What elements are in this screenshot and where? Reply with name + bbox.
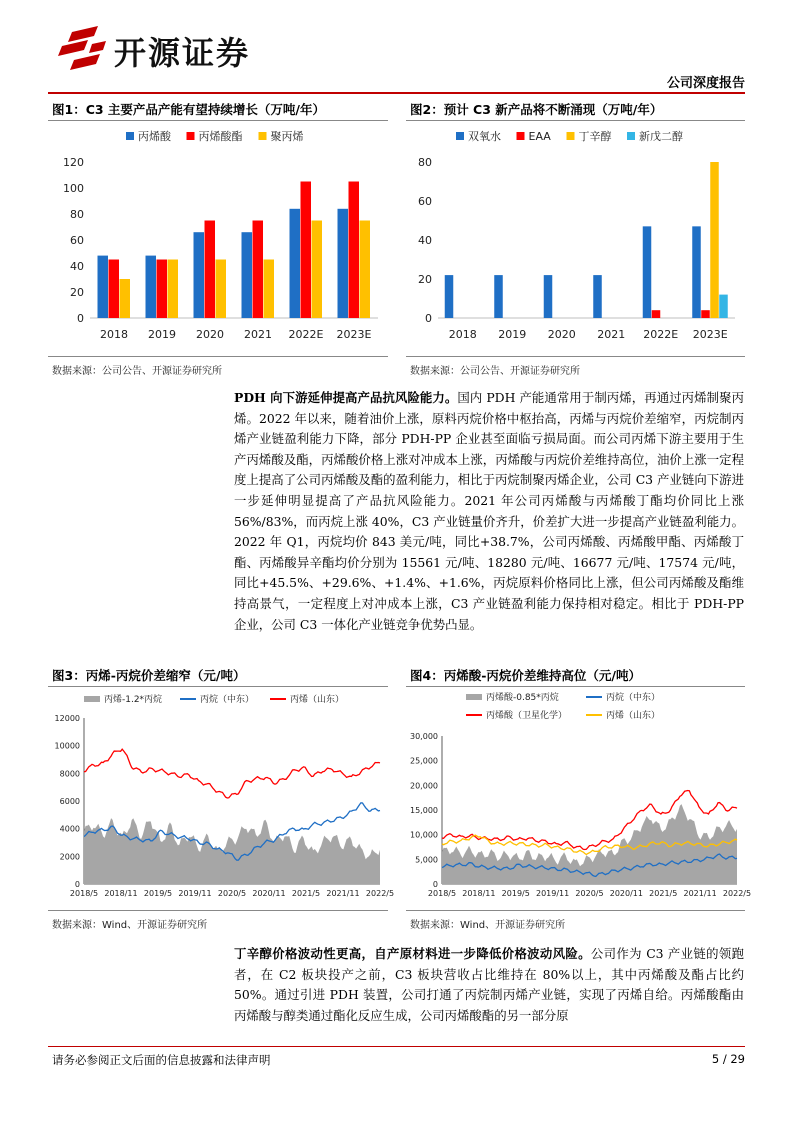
brand-logo: [58, 24, 298, 72]
legend-label: EAA: [528, 130, 551, 143]
legend-swatch: [84, 696, 100, 702]
y-tick-label: 0: [77, 312, 84, 325]
legend-label: 丁辛醇: [578, 130, 612, 143]
legend-label: 丙烷（中东）: [200, 695, 255, 705]
bar: [692, 226, 701, 318]
fig2-source: 数据来源：公司公告、开源证券研究所: [410, 366, 580, 377]
x-tick-label: 2018/5: [427, 889, 457, 898]
fig1-rule: [48, 120, 388, 121]
bar: [242, 232, 253, 318]
y-tick-label: 4000: [59, 824, 80, 834]
x-tick-label: 2022E: [643, 328, 679, 341]
bar: [301, 182, 312, 319]
bar: [544, 275, 553, 318]
bar: [652, 310, 661, 318]
paragraph-lead: PDH 向下游延伸提高产品抗风险能力。: [234, 390, 458, 405]
x-tick-label: 2022E: [288, 328, 324, 341]
bar: [312, 221, 323, 319]
x-tick-label: 2021/5: [291, 889, 321, 898]
fig3-rule: [48, 686, 388, 687]
fig3-bottom-rule: [48, 910, 388, 911]
y-tick-label: 0: [432, 880, 438, 889]
y-tick-label: 8000: [59, 769, 80, 779]
fig2-rule: [406, 120, 745, 121]
x-tick-label: 2023E: [692, 328, 728, 341]
bar: [360, 221, 371, 319]
fig3-chart: [48, 688, 395, 908]
bar: [710, 162, 719, 318]
fig1-title: 图1：C3 主要产品产能有望持续增长（万吨/年）: [52, 102, 325, 117]
fig1-chart: [48, 124, 388, 354]
bar: [494, 275, 503, 318]
y-tick-label: 12000: [54, 714, 80, 723]
y-tick-label: 80: [70, 208, 84, 221]
paragraph-body: 公司作为 C3 产业链的领跑者，在 C2 板块投产之前，C3 板块营收占比维持在 80%以上，其中丙烯酸及酯占比约 50%。通过引进 PDH 装置，公司打通了丙烷制丙烯产业链，实现了丙烯自给。丙烯酸酯由丙烯酸与醇类通过酯化反应生成，公司丙烯酸酯的另一部分原: [234, 946, 744, 1023]
paragraph-c3-risk: [234, 388, 744, 635]
legend-swatch: [567, 132, 575, 140]
x-tick-label: 2019: [498, 328, 527, 341]
bar: [98, 256, 109, 318]
bar: [719, 295, 728, 318]
paragraph-lead: 丁辛醇价格波动性更高，自产原材料进一步降低价格波动风险。: [234, 946, 591, 961]
legend-label: 丙烯（山东）: [290, 695, 345, 705]
x-tick-label: 2018: [448, 328, 477, 341]
bar: [146, 256, 157, 318]
y-tick-label: 25,000: [410, 756, 438, 766]
fig4-bottom-rule: [406, 910, 745, 911]
brand-logo-icon: [58, 24, 110, 72]
legend-label: 丙烯酸: [138, 130, 171, 143]
y-tick-label: 0: [425, 312, 432, 325]
brand-name: 开源证券: [114, 34, 251, 72]
legend-swatch: [456, 132, 464, 140]
fig2-bottom-rule: [406, 356, 745, 357]
legend-label: 新戊二醇: [639, 130, 683, 143]
legend-swatch: [517, 132, 525, 140]
legend-label: 聚丙烯: [270, 130, 304, 143]
bar: [120, 279, 131, 318]
bar: [253, 221, 264, 319]
x-tick-label: 2018/5: [69, 889, 99, 898]
x-tick-label: 2021: [244, 328, 272, 341]
y-tick-label: 15,000: [410, 806, 438, 815]
y-tick-label: 100: [63, 182, 84, 195]
y-tick-label: 80: [418, 156, 432, 169]
x-tick-label: 2019: [148, 328, 176, 341]
y-tick-label: 60: [418, 195, 432, 208]
fig3-source: 数据来源：Wind、开源证券研究所: [52, 920, 208, 931]
y-tick-label: 20,000: [410, 781, 438, 791]
y-tick-label: 60: [70, 234, 84, 247]
bar: [338, 209, 349, 318]
legend-swatch: [126, 132, 134, 140]
x-tick-label: 2022/5: [365, 889, 395, 898]
y-tick-label: 40: [70, 260, 84, 273]
fig2-chart: [406, 124, 745, 354]
bar: [157, 260, 168, 319]
fig4-title: 图4：丙烯酸-丙烷价差维持高位（元/吨）: [410, 668, 641, 683]
x-tick-label: 2019/5: [501, 889, 530, 898]
legend-label: 丙烯酸（卫星化学）: [486, 711, 568, 721]
x-tick-label: 2022/5: [722, 889, 752, 898]
x-tick-label: 2019/5: [143, 889, 173, 898]
legend-swatch: [259, 132, 267, 140]
paragraph-butanol: [234, 944, 744, 1026]
fig4-chart: [406, 688, 752, 908]
legend-label: 丙烯酸-0.85*丙烷: [486, 693, 559, 703]
y-tick-label: 5,000: [415, 855, 438, 865]
series-line: [84, 749, 380, 798]
doc-type-label: 公司深度报告: [666, 76, 745, 91]
x-tick-label: 2020: [547, 328, 576, 341]
footer-rule: [48, 1046, 745, 1047]
header-rule: [48, 92, 745, 94]
legend-swatch: [466, 694, 482, 700]
legend-label: 丙烯酸酯: [198, 130, 243, 143]
x-tick-label: 2021/11: [683, 889, 717, 898]
bar: [643, 226, 652, 318]
fig1-source: 数据来源：公司公告、开源证券研究所: [52, 366, 222, 377]
legend-swatch: [187, 132, 195, 140]
x-tick-label: 2020/11: [609, 889, 643, 898]
fig1-bottom-rule: [48, 356, 388, 357]
y-tick-label: 20: [70, 286, 84, 299]
x-tick-label: 2023E: [336, 328, 372, 341]
legend-label: 丙烯（山东）: [606, 711, 661, 721]
x-tick-label: 2020/5: [217, 889, 247, 898]
x-tick-label: 2018: [100, 328, 128, 341]
x-tick-label: 2019/11: [536, 889, 570, 898]
bar: [168, 260, 179, 319]
y-tick-label: 2000: [59, 852, 80, 862]
fig4-rule: [406, 686, 745, 687]
bar: [109, 260, 120, 319]
bar: [290, 209, 301, 318]
bar: [194, 232, 205, 318]
bar: [264, 260, 275, 319]
x-tick-label: 2021/5: [649, 889, 678, 898]
y-tick-label: 6000: [59, 797, 80, 806]
x-tick-label: 2020: [196, 328, 224, 341]
fig4-source: 数据来源：Wind、开源证券研究所: [410, 920, 566, 931]
y-tick-label: 0: [74, 880, 80, 889]
y-tick-label: 40: [418, 234, 432, 247]
legend-label: 丙烯-1.2*丙烷: [104, 695, 163, 705]
legend-swatch: [627, 132, 635, 140]
bar: [349, 182, 360, 319]
y-tick-label: 120: [63, 156, 84, 169]
x-tick-label: 2020/5: [575, 889, 604, 898]
bar: [205, 221, 216, 319]
x-tick-label: 2021: [597, 328, 626, 341]
y-tick-label: 10000: [54, 741, 80, 751]
series-area: [84, 818, 380, 884]
x-tick-label: 2020/11: [252, 889, 286, 898]
bar: [701, 310, 710, 318]
x-tick-label: 2019/11: [178, 889, 212, 898]
footer-disclaimer: 请务必参阅正文后面的信息披露和法律声明: [52, 1053, 271, 1067]
fig2-title: 图2：预计 C3 新产品将不断涌现（万吨/年）: [410, 102, 663, 117]
bar: [593, 275, 602, 318]
bar: [216, 260, 227, 319]
y-tick-label: 10,000: [410, 830, 438, 840]
legend-label: 丙烷（中东）: [606, 693, 661, 703]
x-tick-label: 2018/11: [462, 889, 496, 898]
y-tick-label: 20: [418, 273, 432, 286]
y-tick-label: 30,000: [410, 732, 438, 741]
fig3-title: 图3：丙烯-丙烷价差缩窄（元/吨）: [52, 668, 246, 683]
paragraph-body: 国内 PDH 产能通常用于制丙烯，再通过丙烯制聚丙烯。2022 年以来，随着油价上涨，原料丙烷价格中枢抬高，丙烯与丙烷价差缩窄，丙烷制丙烯产业链盈利能力下降，部分 PDH-PP 企业甚至面临亏损局面。而公司丙烯下游主要用于生产丙烯酸及酯，丙烯酸价格上涨对冲成本上涨，丙烯酸与丙烷价差维持高位，油价上涨一定程度上提高了公司丙烯酸及酯的盈利能力，相比于丙烷制聚丙烯企业，公司 C3 产业链向下游进一步延伸明显提高了产品抗风险能力。2021 年公司丙烯酸与丙烯酸丁酯均价同比上涨 56%/83%，而丙烷上涨 40%，C3 产业链量价齐升，价差扩大进一步提高产业链盈利能力。2022 年 Q1，丙烷均价 843 美元/吨，同比+38.7%，公司丙烯酸、丙烯酸甲酯、丙烯酸丁酯、丙烯酸异辛酯均价分别为 15561 元/吨、18280 元/吨、16677 元/吨、17574 元/吨，同比+45.5%、+29.6%、+1.4%、+1.6%，丙烷原料价格同比上涨，但公司丙烯酸及酯维持高景气，一定程度上对冲成本上涨，C3 产业链盈利能力保持相对稳定。相比于 PDH-PP 企业，公司 C3 一体化产业链竞争优势凸显。: [234, 390, 744, 632]
x-tick-label: 2018/11: [104, 889, 138, 898]
page-number: 5 / 29: [711, 1052, 745, 1066]
bar: [445, 275, 454, 318]
x-tick-label: 2021/11: [326, 889, 360, 898]
legend-label: 双氧水: [468, 130, 501, 143]
